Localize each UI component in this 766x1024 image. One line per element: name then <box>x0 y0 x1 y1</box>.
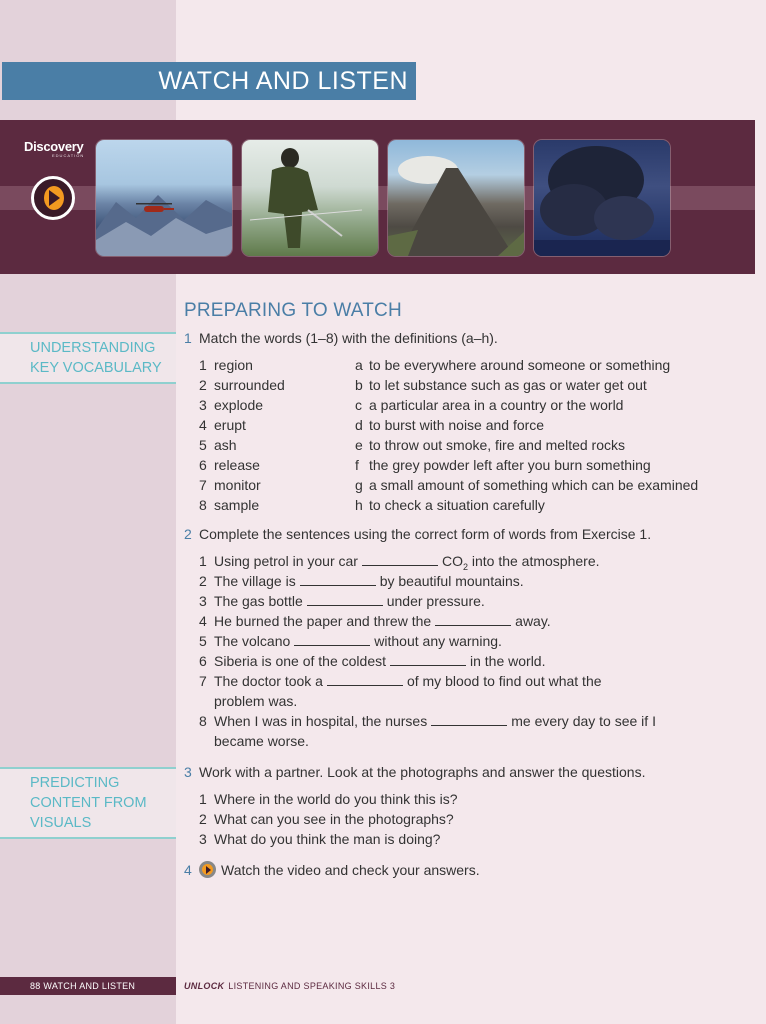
volcano-icon <box>388 140 524 256</box>
question-list <box>199 789 458 849</box>
exercise-number: 2 <box>184 526 192 542</box>
answer-blank[interactable] <box>294 633 370 646</box>
instruction-text: Work with a partner. Look at the photographs and answer the questions. <box>199 764 646 780</box>
section-title: PREPARING TO WATCH <box>184 300 402 321</box>
list-item: 6 release f the grey powder left after you burn something <box>199 457 651 473</box>
photo-helicopter-mountains <box>96 140 232 256</box>
exercise-1-instruction <box>184 330 498 346</box>
play-video-icon[interactable] <box>199 861 216 878</box>
page-title: WATCH AND LISTEN <box>2 62 416 100</box>
vocabulary-match-list <box>199 355 719 515</box>
unlock-logo: UNLOCK <box>184 981 225 991</box>
answer-blank[interactable] <box>362 553 438 566</box>
list-item: 4 He burned the paper and threw the away. <box>199 613 551 629</box>
list-item: 5 The volcano without any warning. <box>199 633 502 649</box>
list-item: 5 ash e to throw out smoke, fire and melted rocks <box>199 437 625 453</box>
photo-man-with-gas-mask <box>242 140 378 256</box>
instruction-text: Watch the video and check your answers. <box>221 862 480 878</box>
side-label-predicting <box>0 767 176 839</box>
footer-book-title <box>184 977 395 995</box>
list-item: 2 surrounded b to let substance such as gas or water get out <box>199 377 647 393</box>
list-item: 4 erupt d to burst with noise and force <box>199 417 545 433</box>
side-label-line: CONTENT FROM <box>30 795 147 811</box>
side-label-vocabulary <box>0 332 176 384</box>
list-item: 2 The village is by beautiful mountains. <box>199 573 524 589</box>
footer-page-number: 88 WATCH AND LISTEN <box>0 977 176 995</box>
exercise-number: 4 <box>184 862 192 878</box>
helicopter-icon <box>96 140 232 256</box>
exercise-number: 1 <box>184 330 192 346</box>
exercise-4-instruction <box>184 861 480 878</box>
answer-blank[interactable] <box>300 573 376 586</box>
footer-title-text: LISTENING AND SPEAKING SKILLS 3 <box>228 981 396 991</box>
list-item-continuation: problem was. <box>214 693 298 709</box>
list-item: 3 What do you think the man is doing? <box>199 831 441 847</box>
side-label-line: VISUALS <box>30 815 92 831</box>
list-item: 1 region a to be everywhere around someone or something <box>199 357 671 373</box>
list-item: 1 Where in the world do you think this is? <box>199 791 458 807</box>
answer-blank[interactable] <box>435 613 511 626</box>
side-label-line: UNDERSTANDING <box>30 340 156 356</box>
side-label-line: KEY VOCABULARY <box>30 360 162 376</box>
answer-blank[interactable] <box>307 593 383 606</box>
list-item: 8 When I was in hospital, the nurses me every day to see if I <box>199 713 656 729</box>
answer-blank[interactable] <box>431 713 507 726</box>
play-video-icon[interactable] <box>31 176 75 220</box>
list-item: 1 Using petrol in your car $CO_2$ into the atmosphere. <box>199 553 600 572</box>
sentence-completion-list <box>199 551 699 751</box>
discovery-logo-subtext: EDUCATION <box>52 153 85 158</box>
list-item: 8 sample h to check a situation carefully <box>199 497 545 513</box>
photo-volcano <box>388 140 524 256</box>
side-label-line: PREDICTING <box>30 775 120 791</box>
list-item: 6 Siberia is one of the coldest in the world. <box>199 653 546 669</box>
discovery-logo: Discovery <box>24 139 84 154</box>
list-item: 7 monitor g a small amount of something which can be examined <box>199 477 699 493</box>
exercise-number: 3 <box>184 764 192 780</box>
instruction-text: Complete the sentences using the correct form of words from Exercise 1. <box>199 526 652 542</box>
list-item: 3 The gas bottle under pressure. <box>199 593 485 609</box>
man-figure-icon <box>242 140 378 256</box>
list-item: 2 What can you see in the photographs? <box>199 811 454 827</box>
exercise-3-instruction <box>184 764 645 780</box>
list-item: 7 The doctor took a of my blood to find out what the <box>199 673 602 689</box>
answer-blank[interactable] <box>390 653 466 666</box>
answer-blank[interactable] <box>327 673 403 686</box>
exercise-2-instruction <box>184 526 651 542</box>
photo-eruption-cloud <box>534 140 670 256</box>
instruction-text: Match the words (1–8) with the definitions (a–h). <box>199 330 498 346</box>
ash-cloud-icon <box>534 140 670 256</box>
list-item: 3 explode c a particular area in a country or the world <box>199 397 624 413</box>
list-item-continuation: became worse. <box>214 733 309 749</box>
